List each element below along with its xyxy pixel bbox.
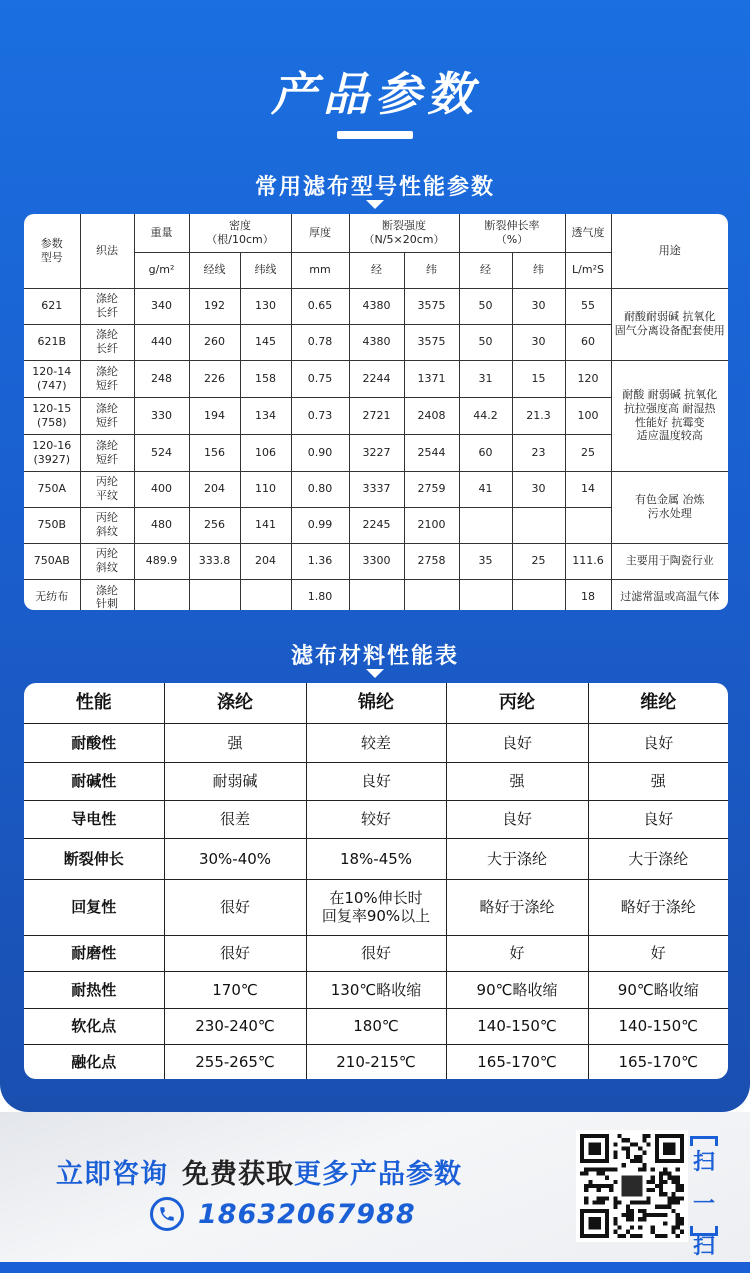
weave-cell: 涤纶 短纤 (80, 434, 134, 471)
elong-warp-cell: 41 (459, 471, 512, 507)
table-row (24, 471, 728, 507)
usage-cell: 主要用于陶瓷行业 (611, 543, 728, 579)
strength-weft-cell: 2759 (404, 471, 459, 507)
warp-cell: 204 (189, 471, 240, 507)
strength-warp-cell: 2244 (349, 360, 404, 397)
property-cell: 断裂伸长 (24, 838, 164, 879)
value-cell: 180℃ (306, 1008, 446, 1044)
elong-warp-cell: 35 (459, 543, 512, 579)
table-row (24, 971, 728, 1008)
header-elong-warp: 经 (459, 252, 512, 288)
model-cell: 750AB (24, 543, 80, 579)
strength-warp-cell: 3227 (349, 434, 404, 471)
header-param-model: 参数 型号 (24, 214, 80, 288)
header-warp: 经线 (189, 252, 240, 288)
value-cell: 18%-45% (306, 838, 446, 879)
perm-cell: 60 (565, 324, 611, 360)
warp-cell: 194 (189, 397, 240, 434)
strength-warp-cell: 2245 (349, 507, 404, 543)
value-cell: 很差 (164, 800, 306, 838)
value-cell: 很好 (164, 935, 306, 971)
elong-weft-cell (512, 579, 565, 610)
header-elong-weft: 纬 (512, 252, 565, 288)
value-cell: 较好 (306, 800, 446, 838)
strength-weft-cell: 2408 (404, 397, 459, 434)
model-cell: 750A (24, 471, 80, 507)
elong-weft-cell: 23 (512, 434, 565, 471)
weave-cell: 涤纶 短纤 (80, 397, 134, 434)
page-title: 产品参数 (271, 67, 479, 121)
table-row (24, 723, 728, 762)
thickness-cell: 0.65 (291, 288, 349, 324)
value-cell: 在10%伸长时 回复率90%以上 (306, 879, 446, 935)
header-density: 密度 （根/10cm） (189, 214, 291, 252)
weight-cell: 524 (134, 434, 189, 471)
value-cell: 良好 (446, 800, 588, 838)
strength-warp-cell: 2721 (349, 397, 404, 434)
property-cell: 耐酸性 (24, 723, 164, 762)
spec-table (24, 214, 728, 610)
strength-weft-cell: 3575 (404, 288, 459, 324)
value-cell: 255-265℃ (164, 1044, 306, 1079)
value-cell: 好 (588, 935, 728, 971)
perm-cell: 14 (565, 471, 611, 507)
model-cell: 无纺布 (24, 579, 80, 610)
table-row (24, 579, 728, 610)
strength-warp-cell: 3300 (349, 543, 404, 579)
value-cell: 好 (446, 935, 588, 971)
weight-cell: 440 (134, 324, 189, 360)
perm-cell: 55 (565, 288, 611, 324)
material-header-cell: 涤纶 (164, 683, 306, 723)
elong-warp-cell: 31 (459, 360, 512, 397)
header-thickness-unit: mm (291, 252, 349, 288)
model-cell: 120-16 (3927) (24, 434, 80, 471)
property-cell: 耐磨性 (24, 935, 164, 971)
value-cell: 90℃略收缩 (588, 971, 728, 1008)
perm-cell: 100 (565, 397, 611, 434)
elong-warp-cell: 50 (459, 288, 512, 324)
value-cell: 略好于涤纶 (446, 879, 588, 935)
thickness-cell: 1.36 (291, 543, 349, 579)
phone-row[interactable] (150, 1197, 416, 1231)
weight-cell: 489.9 (134, 543, 189, 579)
material-header-row (24, 683, 728, 723)
weave-cell: 涤纶 长纤 (80, 324, 134, 360)
header-perm-unit: L/m²S (565, 252, 611, 288)
scan-label (692, 1142, 716, 1267)
consult-text[interactable]: 立即咨询 (56, 1159, 168, 1190)
weft-cell: 141 (240, 507, 291, 543)
header-usage: 用途 (611, 214, 728, 288)
value-cell: 210-215℃ (306, 1044, 446, 1079)
weight-cell (134, 579, 189, 610)
elong-weft-cell: 21.3 (512, 397, 565, 434)
material-table-card (24, 683, 728, 1079)
section2-title: 滤布材料性能表 (290, 644, 459, 669)
material-header-cell: 锦纶 (306, 683, 446, 723)
scan-char: 扫 (692, 1150, 715, 1175)
more-params-text: 更多产品参数 (294, 1159, 462, 1190)
qr-code-icon[interactable] (576, 1130, 688, 1242)
material-table (24, 683, 728, 1079)
header-strength-warp: 经 (349, 252, 404, 288)
thickness-cell: 0.80 (291, 471, 349, 507)
strength-weft-cell (404, 579, 459, 610)
value-cell: 很好 (164, 879, 306, 935)
elong-warp-cell: 44.2 (459, 397, 512, 434)
warp-cell (189, 579, 240, 610)
scan-char: 扫 (692, 1233, 715, 1259)
weft-cell: 134 (240, 397, 291, 434)
weft-cell (240, 579, 291, 610)
scan-bracket-bottom (690, 1226, 718, 1236)
model-cell: 120-14 (747) (24, 360, 80, 397)
usage-cell: 耐酸 耐弱碱 抗氧化 抗拉强度高 耐湿热 性能好 抗霉变 适应温度较高 (611, 360, 728, 471)
weft-cell: 204 (240, 543, 291, 579)
value-cell: 130℃略收缩 (306, 971, 446, 1008)
weft-cell: 158 (240, 360, 291, 397)
value-cell: 强 (446, 762, 588, 800)
property-cell: 软化点 (24, 1008, 164, 1044)
scan-char: 一 (692, 1191, 715, 1217)
value-cell: 强 (164, 723, 306, 762)
value-cell: 很好 (306, 935, 446, 971)
strength-weft-cell: 2544 (404, 434, 459, 471)
table-row (24, 1008, 728, 1044)
value-cell: 140-150℃ (588, 1008, 728, 1044)
perm-cell: 18 (565, 579, 611, 610)
value-cell: 大于涤纶 (446, 838, 588, 879)
elong-warp-cell (459, 507, 512, 543)
weight-cell: 400 (134, 471, 189, 507)
strength-weft-cell: 3575 (404, 324, 459, 360)
usage-cell: 有色金属 冶炼 污水处理 (611, 471, 728, 543)
spec-table-card (24, 214, 728, 610)
table-row (24, 935, 728, 971)
model-cell: 750B (24, 507, 80, 543)
value-cell: 耐弱碱 (164, 762, 306, 800)
value-cell: 140-150℃ (446, 1008, 588, 1044)
value-cell: 大于涤纶 (588, 838, 728, 879)
header-strength-weft: 纬 (404, 252, 459, 288)
strength-weft-cell: 1371 (404, 360, 459, 397)
value-cell: 90℃略收缩 (446, 971, 588, 1008)
strength-warp-cell: 4380 (349, 288, 404, 324)
free-text: 免费获取 (182, 1159, 294, 1190)
thickness-cell: 1.80 (291, 579, 349, 610)
weft-cell: 130 (240, 288, 291, 324)
header-strength: 断裂强度 （N/5×20cm） (349, 214, 459, 252)
strength-warp-cell (349, 579, 404, 610)
bottom-strip (0, 1262, 750, 1273)
property-cell: 融化点 (24, 1044, 164, 1079)
table-row (24, 1044, 728, 1079)
weave-cell: 涤纶 针刺 (80, 579, 134, 610)
header-elongation: 断裂伸长率 （%） (459, 214, 565, 252)
elong-weft-cell: 30 (512, 471, 565, 507)
weave-cell: 丙纶 平纹 (80, 471, 134, 507)
header-weft: 纬线 (240, 252, 291, 288)
property-cell: 回复性 (24, 879, 164, 935)
material-header-cell: 性能 (24, 683, 164, 723)
header-weight-unit: g/m² (134, 252, 189, 288)
value-cell: 略好于涤纶 (588, 879, 728, 935)
elong-warp-cell: 60 (459, 434, 512, 471)
perm-cell: 111.6 (565, 543, 611, 579)
table-row (24, 288, 728, 324)
weft-cell: 145 (240, 324, 291, 360)
warp-cell: 260 (189, 324, 240, 360)
thickness-cell: 0.78 (291, 324, 349, 360)
value-cell: 良好 (588, 723, 728, 762)
perm-cell (565, 507, 611, 543)
thickness-cell: 0.99 (291, 507, 349, 543)
model-cell: 621 (24, 288, 80, 324)
weft-cell: 106 (240, 434, 291, 471)
table-row (24, 879, 728, 935)
weft-cell: 110 (240, 471, 291, 507)
model-cell: 120-15 (758) (24, 397, 80, 434)
table-row (24, 838, 728, 879)
usage-cell: 过滤常温或高温气体 (611, 579, 728, 610)
value-cell: 强 (588, 762, 728, 800)
title-underline (337, 131, 413, 139)
warp-cell: 156 (189, 434, 240, 471)
header-permeability: 透气度 (565, 214, 611, 252)
value-cell: 165-170℃ (446, 1044, 588, 1079)
header-thickness: 厚度 (291, 214, 349, 252)
elong-weft-cell: 25 (512, 543, 565, 579)
value-cell: 230-240℃ (164, 1008, 306, 1044)
perm-cell: 25 (565, 434, 611, 471)
elong-weft-cell: 15 (512, 360, 565, 397)
weight-cell: 330 (134, 397, 189, 434)
elong-weft-cell: 30 (512, 288, 565, 324)
header-weight: 重量 (134, 214, 189, 252)
value-cell: 170℃ (164, 971, 306, 1008)
value-cell: 165-170℃ (588, 1044, 728, 1079)
table-row (24, 360, 728, 397)
section2-arrow-icon (366, 669, 384, 678)
model-cell: 621B (24, 324, 80, 360)
value-cell: 30%-40% (164, 838, 306, 879)
elong-warp-cell: 50 (459, 324, 512, 360)
header-weave: 织法 (80, 214, 134, 288)
weave-cell: 丙纶 斜纹 (80, 543, 134, 579)
weave-cell: 涤纶 长纤 (80, 288, 134, 324)
cta-headline (56, 1152, 462, 1191)
usage-cell: 耐酸耐弱碱 抗氧化 固气分离设备配套使用 (611, 288, 728, 360)
property-cell: 耐热性 (24, 971, 164, 1008)
strength-warp-cell: 3337 (349, 471, 404, 507)
value-cell: 良好 (446, 723, 588, 762)
weave-cell: 涤纶 短纤 (80, 360, 134, 397)
strength-weft-cell: 2100 (404, 507, 459, 543)
phone-number[interactable]: 18632067988 (198, 1198, 416, 1230)
table-row (24, 800, 728, 838)
material-header-cell: 维纶 (588, 683, 728, 723)
weight-cell: 248 (134, 360, 189, 397)
warp-cell: 226 (189, 360, 240, 397)
value-cell: 良好 (306, 762, 446, 800)
table-row (24, 762, 728, 800)
thickness-cell: 0.90 (291, 434, 349, 471)
elong-weft-cell (512, 507, 565, 543)
value-cell: 较差 (306, 723, 446, 762)
value-cell: 良好 (588, 800, 728, 838)
weight-cell: 340 (134, 288, 189, 324)
weave-cell: 丙纶 斜纹 (80, 507, 134, 543)
material-header-cell: 丙纶 (446, 683, 588, 723)
property-cell: 导电性 (24, 800, 164, 838)
section1-arrow-icon (366, 200, 384, 209)
thickness-cell: 0.75 (291, 360, 349, 397)
warp-cell: 256 (189, 507, 240, 543)
warp-cell: 333.8 (189, 543, 240, 579)
weight-cell: 480 (134, 507, 189, 543)
strength-warp-cell: 4380 (349, 324, 404, 360)
perm-cell: 120 (565, 360, 611, 397)
strength-weft-cell: 2758 (404, 543, 459, 579)
table-row (24, 543, 728, 579)
property-cell: 耐碱性 (24, 762, 164, 800)
thickness-cell: 0.73 (291, 397, 349, 434)
phone-icon (150, 1197, 184, 1231)
warp-cell: 192 (189, 288, 240, 324)
elong-weft-cell: 30 (512, 324, 565, 360)
section1-title: 常用滤布型号性能参数 (254, 175, 495, 200)
elong-warp-cell (459, 579, 512, 610)
